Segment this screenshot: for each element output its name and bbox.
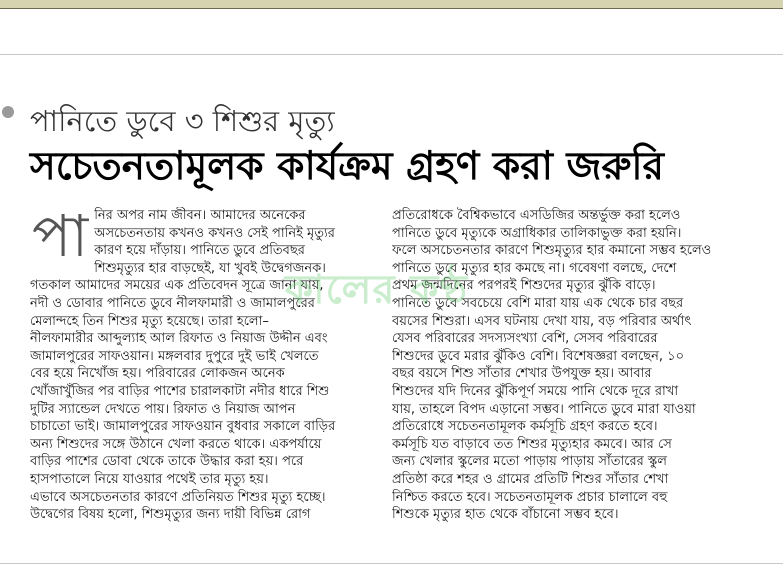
body-line: পানিতে ডুবে মৃত্যুকে অগ্রাধিকার তালিকাভুক্ত করা হয়নি।	[392, 225, 682, 241]
publisher-watermark: কালের কণ্ঠ	[285, 267, 469, 313]
body-line: হাসপাতালে নিয়ে যাওয়ার পথেই তার মৃত্যু হয়।	[30, 471, 269, 487]
body-line: বের হয়ে নিখোঁজ হয়। পরিবারের লোকজন অনেক	[30, 366, 285, 382]
article-body	[30, 202, 775, 559]
body-line: জন্য খেলার স্কুলের মতো পাড়ায় পাড়ায় সাঁতারের স্কুল	[392, 454, 667, 470]
body-line: শিশুকে মৃত্যুর হাত থেকে বাঁচানো সম্ভব হবে।	[392, 507, 619, 523]
body-line: প্রতিরোধে সচেতনতামূলক কর্মসূচি গ্রহণ করতে হবে।	[392, 419, 658, 435]
body-line: দুটির স্যান্ডেল দেখতে পায়। রিফাত ও নিয়াজ আপন	[30, 401, 296, 417]
body-line: খোঁজাখুঁজির পর বাড়ির পাশের চারালকাটা নদীর ধারে শিশু	[30, 383, 330, 399]
body-line: নির অপর নাম জীবন। আমাদের অনেকের	[94, 208, 306, 223]
body-line: নিশ্চিত করতে হবে। সচেতনতামূলক প্রচার চালালে বহু	[392, 489, 668, 505]
header-blank-area	[0, 9, 783, 54]
section-divider	[0, 54, 783, 55]
body-line: পানিতে ডুবে মৃত্যুর হার কমছে না। গবেষণা বলছে, দেশে	[392, 260, 677, 276]
body-line: শিশুদের যদি দিনের ঝুঁকিপূর্ণ সময়ে পানি থেকে দূরে রাখা	[392, 383, 679, 399]
body-line: শিশুমৃত্যুর হার বাড়ছেই, যা খুবই উদ্বেগজনক।	[94, 260, 326, 276]
body-line: উদ্বেগের বিষয় হলো, শিশুমৃত্যুর জন্য দায়ী বিভিন্ন রোগ	[30, 507, 311, 523]
kicker-bullet-icon	[2, 106, 14, 118]
body-line: অন্য শিশুদের সঙ্গে উঠানে খেলা করতে থাকে। একপর্যায়ে	[30, 436, 322, 452]
body-line: বাড়ির পাশের ডোবা থেকে তাকে উদ্ধার করা হয়। পরে	[30, 454, 304, 470]
body-line: বছর বয়সে শিশু সাঁতার শেখার উপযুক্ত হয়। আবার	[392, 366, 652, 382]
body-line: চাচাতো ভাই। জামালপুরের সাফওয়ান বুধবার সকালে বাড়ির	[30, 419, 336, 435]
body-line: যায়, তাহলে বিপদ এড়ানো সম্ভব। পানিতে ডুবে মারা যাওয়া	[392, 401, 696, 417]
body-line: প্রতিষ্ঠা করে শহর ও গ্রামের প্রতিটি শিশুর সাঁতার শেখা	[392, 471, 669, 487]
article-column-right	[392, 207, 775, 524]
body-line: যেসব পরিবারের সদস্যসংখ্যা বেশি, সেসব পরিবারের	[392, 331, 658, 347]
drop-cap: পা	[32, 202, 89, 270]
body-line: প্রথম জন্মদিনের পরপরই শিশুদের মৃত্যুর ঝুঁকি বাড়ে।	[392, 278, 656, 294]
body-line: এভাবে অসচেতনতার কারণে প্রতিনিয়ত শিশুর মৃত্যু হচ্ছে।	[30, 489, 326, 505]
body-line: বয়সের শিশুরা। এসব ঘটনায় দেখা যায়, বড় পরিবার অর্থাৎ	[392, 313, 692, 329]
body-line: নীলফামারীর আব্দুল্যাহ আল রিফাত ও নিয়াজ উদ্দীন এবং	[30, 331, 328, 347]
body-line: গতকাল আমাদের সময়ের এক প্রতিবেদন সূত্রে জানা যায়,	[30, 278, 324, 294]
body-line: প্রতিরোধকে বৈশ্বিকভাবে এসডিজির অন্তর্ভুক্ত করা হলেও	[392, 208, 681, 223]
body-line: অসচেতনতায় কখনও কখনও সেই পানিই মৃত্যুর	[94, 225, 335, 241]
body-line: কারণ হয়ে দাঁড়ায়। পানিতে ডুবে প্রতিবছর	[94, 243, 305, 259]
body-line: নদী ও ডোবার পানিতে ডুবে নীলফামারী ও জামালপুরের	[30, 295, 315, 311]
body-line: ফলে অসচেতনতার কারণে শিশুমৃত্যুর হার কমানো সম্ভব হলেও	[392, 243, 712, 259]
article-kicker: পানিতে ডুবে ৩ শিশুর মৃত্যু	[30, 104, 335, 138]
top-decorative-band	[0, 0, 783, 8]
body-line: শিশুদের ডুবে মরার ঝুঁকিও বেশি। বিশেষজ্ঞরা বলছেন, ১০	[392, 348, 685, 364]
body-line: জামালপুরের সাফওয়ান। মঙ্গলবার দুপুরে দুই ভাই খেলতে	[30, 348, 319, 364]
body-line: মেলান্দহে তিন শিশুর মৃত্যু হয়েছে। তারা হলো–	[30, 313, 269, 329]
article-column-left	[30, 202, 375, 524]
body-line: পানিতে ডুবে সবচেয়ে বেশি মারা যায় এক থেকে চার বছর	[392, 295, 684, 311]
article-headline: সচেতনতামূলক কার্যক্রম গ্রহণ করা জরুরি	[30, 144, 664, 189]
bottom-divider	[0, 563, 783, 564]
body-line: কর্মসূচি যত বাড়াবে তত শিশুর মৃত্যুহার কমবে। আর সে	[392, 436, 672, 452]
